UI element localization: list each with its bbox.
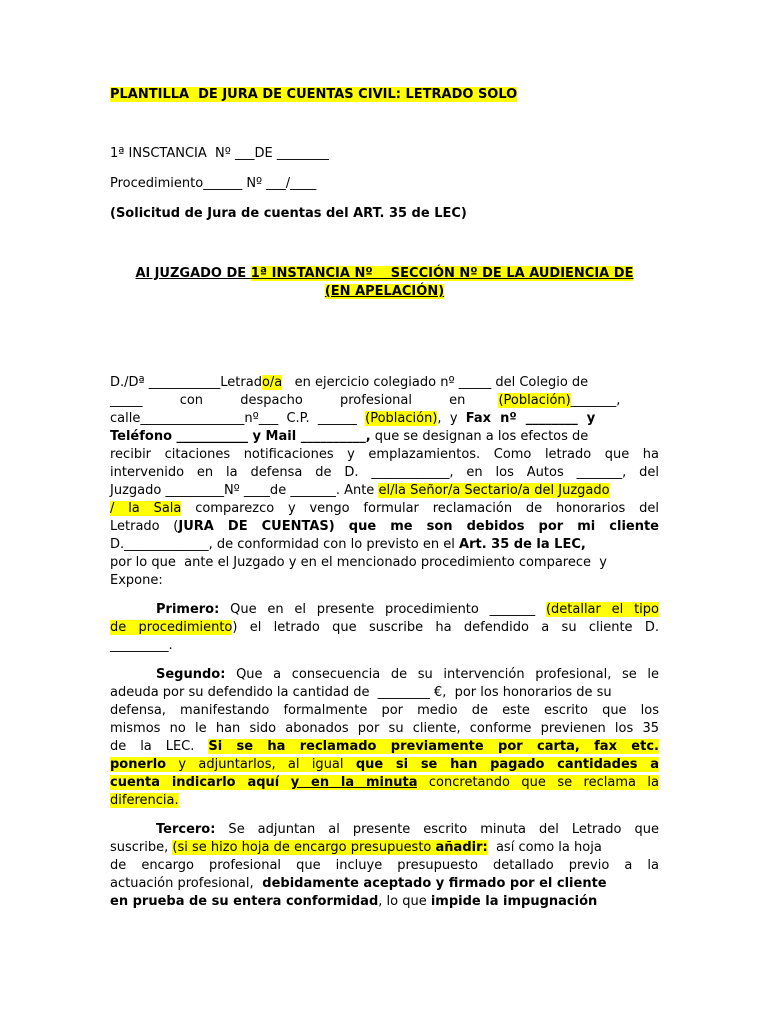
- text-run: Art. 35 de la LEC,: [459, 537, 586, 552]
- text-run: que si se han pagado cantidades a: [355, 757, 659, 772]
- body-line: Expone:: [110, 573, 163, 588]
- text-run: Se adjuntan al presente escrito minuta del Letrado que: [215, 822, 659, 837]
- text-run: Que a consecuencia de su intervención profesional, se le: [225, 667, 659, 682]
- tercero-line: de encargo profesional que incluye presupuesto detallado previo a la: [110, 858, 659, 873]
- solicitud-line: (Solicitud de Jura de cuentas del ART. 35 de LEC): [110, 206, 467, 221]
- body-line: [110, 374, 588, 392]
- segundo-line: adeuda por su defendido la cantidad de ________ €, por los honorarios de su: [110, 685, 612, 700]
- body-line: [110, 536, 586, 554]
- text-run: Primero:: [156, 602, 220, 617]
- text-run: _____ con despacho profesional en: [110, 393, 499, 408]
- text-run: suscribe,: [110, 840, 173, 855]
- body-line: [110, 500, 659, 518]
- text-run: JURA DE CUENTAS) que me son debidos por mi cliente: [178, 519, 659, 534]
- text-run: , y: [437, 411, 466, 426]
- body-line: [110, 482, 610, 500]
- instancia-line: 1ª INSCTANCIA Nº ___DE ________: [110, 146, 329, 161]
- text-run: [279, 775, 290, 790]
- text-run: diferencia.: [110, 793, 179, 808]
- body-line: recibir citaciones notificaciones y emplazamientos. Como letrado que ha: [110, 447, 659, 462]
- text-run: añadir:: [435, 840, 488, 855]
- text-run: en prueba de su entera conformidad: [110, 894, 379, 909]
- segundo-line: [110, 738, 659, 756]
- text-run: Que en el presente procedimiento _______: [219, 602, 546, 617]
- body-line: [110, 518, 659, 536]
- text-run: o/a: [261, 375, 283, 390]
- body-line: intervenido en la defensa de D. ____________, en los Autos _______, del: [110, 465, 659, 480]
- text-run: (EN APELACIÓN): [324, 284, 445, 299]
- body-line: [110, 410, 595, 428]
- court-heading-line2: [110, 283, 659, 301]
- tercero-line: [110, 839, 602, 857]
- text-run: ponerlo: [110, 757, 167, 772]
- tercero-line: [110, 821, 659, 839]
- text-run: de la LEC.: [110, 739, 209, 754]
- court-heading: [110, 265, 659, 283]
- text-run: debidamente aceptado y firmado por el cliente: [257, 876, 607, 891]
- text-run: actuación profesional,: [110, 876, 258, 891]
- text-run: (detallar el tipo: [545, 602, 659, 617]
- document-title: [110, 86, 517, 104]
- body-line: [110, 392, 620, 410]
- text-run: _______,: [570, 393, 621, 408]
- segundo-line: [110, 666, 659, 684]
- text-run: Juzgado _________Nº ____de _______. Ante: [110, 483, 379, 498]
- text-run: y adjuntarlos, al igual: [166, 757, 356, 772]
- body-line: [110, 428, 588, 446]
- text-run: , lo que: [378, 894, 431, 909]
- text-run: PLANTILLA DE JURA DE CUENTAS CIVIL: LETRADO SOLO: [110, 87, 518, 102]
- text-run: / la Sala: [110, 501, 182, 516]
- text-run: (si se hizo hoja de encargo presupuesto: [172, 840, 436, 855]
- text-run: que se designan a los efectos de: [370, 429, 589, 444]
- text-run: Segundo:: [156, 667, 226, 682]
- text-run: de procedimiento: [110, 620, 233, 635]
- text-run: así como la hoja: [487, 840, 602, 855]
- text-run: Fax nº ________ y: [465, 411, 596, 426]
- text-run: (Población): [498, 393, 571, 408]
- text-run: impide la impugnación: [430, 894, 598, 909]
- primero-line: [110, 619, 659, 637]
- text-run: D./Dª ___________Letrad: [110, 375, 262, 390]
- text-run: calle________________nº___ C.P. ______: [110, 411, 366, 426]
- tercero-line: [110, 893, 597, 911]
- text-run: Letrado (: [110, 519, 179, 534]
- segundo-line: [110, 774, 659, 792]
- text-run: Tercero:: [156, 822, 216, 837]
- text-run: ) el letrado que suscribe ha defendido a su cliente D.: [232, 620, 659, 635]
- body-line: por lo que ante el Juzgado y en el mencionado procedimiento comparece y: [110, 555, 607, 570]
- segundo-line: mismos no le han sido abonados por su cliente, conforme previenen los 35: [110, 721, 659, 736]
- text-run: D._____________, de conformidad con lo previsto en el: [110, 537, 460, 552]
- text-run: Si se ha reclamado previamente por carta, fax etc.: [208, 739, 659, 754]
- text-run: el/la Señor/a Sectario/a del Juzgado: [378, 483, 610, 498]
- text-run: 1ª INSTANCIA Nº SECCIÓN Nº DE LA AUDIENCIA DE: [250, 266, 634, 281]
- text-run: Al JUZGADO DE: [135, 266, 251, 281]
- procedimiento-line: Procedimiento______ Nº ___/____: [110, 176, 317, 191]
- segundo-line: defensa, manifestando formalmente por medio de este escrito que los: [110, 703, 659, 718]
- primero-line: _________.: [110, 638, 173, 653]
- text-run: comparezco y vengo formular reclamación de honorarios del: [181, 501, 659, 516]
- text-run: concretando que se reclama la: [417, 775, 659, 790]
- segundo-line: [110, 756, 659, 774]
- text-run: (Población): [365, 411, 438, 426]
- text-run: y en la minuta: [290, 775, 418, 790]
- tercero-line: [110, 875, 607, 893]
- text-run: Teléfono ___________ y Mail __________,: [110, 429, 371, 444]
- text-run: en ejercicio colegiado nº _____ del Colegio de: [282, 375, 589, 390]
- text-run: cuenta indicarlo aquí: [110, 775, 280, 790]
- segundo-line: [110, 792, 179, 810]
- primero-line: [110, 601, 659, 619]
